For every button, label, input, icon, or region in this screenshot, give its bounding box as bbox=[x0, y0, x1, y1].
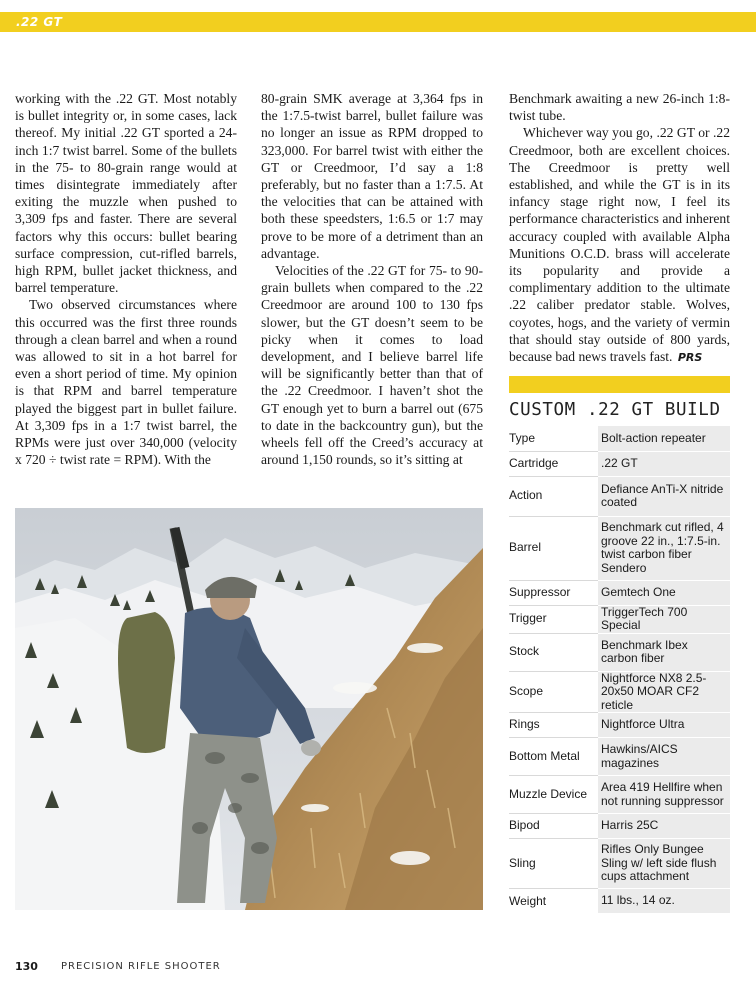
article-column-3 bbox=[509, 90, 730, 366]
spec-value: TriggerTech 700 Special bbox=[598, 605, 730, 633]
spec-value: Nightforce Ultra bbox=[598, 713, 730, 738]
spec-label: Cartridge bbox=[509, 451, 598, 476]
spec-value: Harris 25C bbox=[598, 814, 730, 839]
spec-value: Gemtech One bbox=[598, 580, 730, 605]
section-tag: .22 GT bbox=[16, 15, 63, 29]
spec-table bbox=[509, 426, 730, 914]
spec-value: Rifles Only Bungee Sling w/ left side flush cups attachment bbox=[598, 839, 730, 889]
spec-label: Stock bbox=[509, 633, 598, 671]
spec-row bbox=[509, 738, 730, 776]
spec-row bbox=[509, 713, 730, 738]
spec-row bbox=[509, 889, 730, 914]
spec-row bbox=[509, 516, 730, 580]
article-paragraph: Two observed circumstances where this occurred was the first three rounds through a clean barrel and when a round was allowed to sit in a hot barrel for even a short period of time. My opinion is that RPM and barrel temperature played the biggest part in bullet failure. At 3,309 fps in a 1:7 twist barrel, the RPMs were just over 340,000 (velocity x 720 ÷ twist rate = RPM). With the bbox=[15, 297, 237, 468]
magazine-name: PRECISION RIFLE SHOOTER bbox=[61, 961, 221, 972]
article-column-2 bbox=[261, 90, 483, 468]
spec-label: Action bbox=[509, 476, 598, 516]
spec-value: Hawkins/AICS magazines bbox=[598, 738, 730, 776]
spec-value: Benchmark cut rifled, 4 groove 22 in., 1:7.5-in. twist carbon fiber Sendero bbox=[598, 516, 730, 580]
spec-row bbox=[509, 633, 730, 671]
spec-value: Nightforce NX8 2.5-20x50 MOAR CF2 reticle bbox=[598, 671, 730, 713]
spec-row bbox=[509, 776, 730, 814]
spec-label: Rings bbox=[509, 713, 598, 738]
article-paragraph: working with the .22 GT. Most notably is bullet integrity or, in some cases, lack thereof. My initial .22 GT sported a 24-inch 1:7 twist barrel. Some of the bullets in the 75- to 80-grain range would at times disintegrate immediately after exiting the muzzle when pushed to 3,309 fps and faster. There are several factors why this occurs: bullet bearing surface compression, cut-rifled barrels, high RPM, bullet jacket thickness, and barrel temperature. bbox=[15, 91, 237, 296]
spec-label: Muzzle Device bbox=[509, 776, 598, 814]
hunter-photo bbox=[15, 508, 483, 910]
spec-value: Area 419 Hellfire when not running suppressor bbox=[598, 776, 730, 814]
spec-value: Defiance AnTi-X nitride coated bbox=[598, 476, 730, 516]
spec-value: Benchmark Ibex carbon fiber bbox=[598, 633, 730, 671]
spec-row bbox=[509, 451, 730, 476]
article-column-1 bbox=[15, 90, 237, 468]
spec-row bbox=[509, 605, 730, 633]
spec-value: 11 lbs., 14 oz. bbox=[598, 889, 730, 914]
spec-label: Bottom Metal bbox=[509, 738, 598, 776]
spec-row bbox=[509, 580, 730, 605]
spec-row bbox=[509, 839, 730, 889]
spec-label: Trigger bbox=[509, 605, 598, 633]
spec-value: Bolt-action repeater bbox=[598, 426, 730, 451]
spec-label: Suppressor bbox=[509, 580, 598, 605]
spec-row bbox=[509, 476, 730, 516]
page-number: 130 bbox=[15, 960, 38, 973]
prs-end-mark: PRS bbox=[677, 351, 703, 365]
sidebar-accent-bar bbox=[509, 376, 730, 393]
article-paragraph: Velocities of the .22 GT for 75- to 90-grain bullets when compared to the .22 Creedmoor are around 100 to 130 fps slower, but the GT doesn’t seem to be picky when it comes to load development, and I believe barrel life will be significantly better than that of the .22 Creedmoor. I haven’t shot the GT enough yet to burn a barrel out (675 to date in the backcountry gun), but the wheels fell off the Creed’s accuracy at around 1,150 rounds, so it’s sitting at bbox=[261, 263, 483, 468]
article-paragraph-text: Whichever way you go, .22 GT or .22 Creedmoor, both are excellent choices. The Creedmoor is pretty well established, and while the GT is in its infancy stage right now, I feel its performance characteristics and inherent accuracy coupled with available Alpha Munitions O.C.D. brass will accelerate its popularity and provide a complimentary addition to the ultimate .22 caliber predator stable. Wolves, coyotes, hogs, and the variety of vermin that should stay outside of 800 yards, because bad news travels fast. bbox=[509, 125, 730, 365]
article-paragraph-final bbox=[509, 124, 730, 366]
article-paragraph: Benchmark awaiting a new 26-inch 1:8-twist tube. bbox=[509, 91, 730, 124]
spec-label: Bipod bbox=[509, 814, 598, 839]
spec-row bbox=[509, 671, 730, 713]
spec-label: Sling bbox=[509, 839, 598, 889]
spec-label: Barrel bbox=[509, 516, 598, 580]
article-paragraph: 80-grain SMK average at 3,364 fps in the 1:7.5-twist barrel, bullet failure was no longer an issue as RPM dropped to 323,000. For barrel twist with either the GT or Creedmoor, I’d say a 1:8 preferably, but no faster than a 1:7.5. At the velocities that can be attained with both these speedsters, 1:6.5 or 1:7 may prove to be more of a detriment than an advantage. bbox=[261, 91, 483, 261]
spec-label: Type bbox=[509, 426, 598, 451]
spec-value: .22 GT bbox=[598, 451, 730, 476]
spec-row bbox=[509, 426, 730, 451]
spec-label: Scope bbox=[509, 671, 598, 713]
hunter-photo-image bbox=[15, 508, 483, 910]
section-header-bar bbox=[0, 12, 756, 32]
spec-label: Weight bbox=[509, 889, 598, 914]
spec-row bbox=[509, 814, 730, 839]
sidebar-title: CUSTOM .22 GT BUILD bbox=[509, 400, 721, 420]
